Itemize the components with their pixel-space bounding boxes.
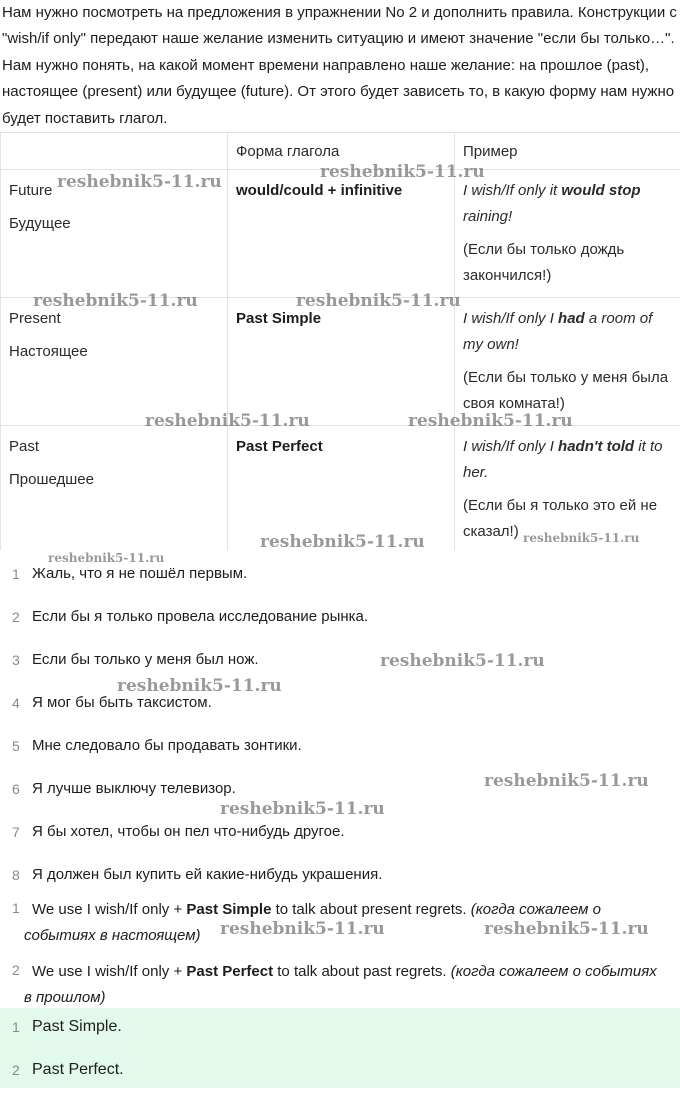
watermark: reshebnik5-11.ru bbox=[220, 799, 385, 819]
form-cell bbox=[228, 426, 455, 551]
list-item: 1 Жаль, что я не пошёл первым. bbox=[12, 565, 248, 582]
example-sentence: I wish/If only I had a room of my own! bbox=[463, 310, 653, 353]
header-cell-form: Форма глагола bbox=[228, 133, 455, 170]
watermark: reshebnik5-11.ru bbox=[523, 531, 640, 545]
list-item: 6 Я лучше выключу телевизор. bbox=[12, 780, 236, 797]
list-item: 8 Я должен был купить ей какие-нибудь украшения. bbox=[12, 866, 383, 883]
table-row-future bbox=[1, 170, 680, 298]
watermark: reshebnik5-11.ru bbox=[145, 411, 310, 431]
header-cell-example: Пример bbox=[455, 133, 680, 170]
answer-item: 2 Past Perfect. bbox=[12, 1061, 124, 1078]
watermark: reshebnik5-11.ru bbox=[48, 551, 165, 565]
time-cell bbox=[1, 170, 228, 298]
time-en: Future bbox=[9, 182, 53, 199]
form-cell bbox=[228, 170, 455, 298]
watermark: reshebnik5-11.ru bbox=[484, 919, 649, 939]
time-cell bbox=[1, 298, 228, 426]
answer-item: 1 Past Simple. bbox=[12, 1018, 122, 1035]
time-en: Past bbox=[9, 438, 40, 455]
watermark: reshebnik5-11.ru bbox=[260, 532, 425, 552]
watermark: reshebnik5-11.ru bbox=[220, 919, 385, 939]
verb-form: Past Perfect bbox=[236, 438, 323, 455]
example-sentence: I wish/If only it would stop raining! bbox=[463, 182, 641, 225]
watermark: reshebnik5-11.ru bbox=[380, 651, 545, 671]
watermark: reshebnik5-11.ru bbox=[296, 291, 461, 311]
table-row-present bbox=[1, 298, 680, 426]
watermark: reshebnik5-11.ru bbox=[408, 411, 573, 431]
time-en: Present bbox=[9, 310, 61, 327]
answers-block bbox=[0, 1008, 680, 1088]
example-translation: (Если бы только у меня была своя комната!) bbox=[463, 369, 669, 412]
watermark: reshebnik5-11.ru bbox=[33, 291, 198, 311]
watermark: reshebnik5-11.ru bbox=[57, 172, 222, 192]
rule-item: 1 We use I wish/If only + Past Simple to talk about present regrets. (когда сожалеем о событиях в настоящем) bbox=[12, 900, 601, 944]
verb-form: would/could + infinitive bbox=[236, 182, 403, 199]
list-item: 3 Если бы только у меня был нож. bbox=[12, 651, 259, 668]
example-cell bbox=[455, 170, 680, 298]
verb-form: Past Simple bbox=[236, 310, 322, 327]
watermark: reshebnik5-11.ru bbox=[117, 676, 282, 696]
example-cell bbox=[455, 426, 680, 551]
table-row-past bbox=[1, 426, 680, 551]
example-translation: (Если бы только дождь закончился!) bbox=[463, 241, 625, 284]
list-item: 5 Мне следовало бы продавать зонтики. bbox=[12, 737, 302, 754]
watermark: reshebnik5-11.ru bbox=[320, 162, 485, 182]
form-cell bbox=[228, 298, 455, 426]
header-cell-time bbox=[1, 133, 228, 170]
list-item: 7 Я бы хотел, чтобы он пел что-нибудь другое. bbox=[12, 823, 345, 840]
time-ru: Настоящее bbox=[9, 343, 88, 360]
example-translation: (Если бы я только это ей не сказал!) bbox=[463, 497, 658, 540]
list-item: 4 Я мог бы быть таксистом. bbox=[12, 694, 212, 711]
example-sentence: I wish/If only I hadn't told it to her. bbox=[463, 438, 663, 481]
time-cell bbox=[1, 426, 228, 551]
watermark: reshebnik5-11.ru bbox=[484, 771, 649, 791]
time-ru: Будущее bbox=[9, 215, 71, 232]
time-ru: Прошедшее bbox=[9, 471, 94, 488]
rule-item: 2 We use I wish/If only + Past Perfect to talk about past regrets. (когда сожалеем о событиях в прошлом) bbox=[12, 962, 657, 1006]
example-cell bbox=[455, 298, 680, 426]
list-item: 2 Если бы я только провела исследование рынка. bbox=[12, 608, 369, 625]
wish-rules-table bbox=[0, 132, 680, 550]
intro-paragraph: Нам нужно посмотреть на предложения в упражнении No 2 и дополнить правила. Конструкции с "wish/if only" передают наше желание изменить ситуацию и имеют значение "если бы только…". Нам нужно понять, на какой момент времени направлено наше желание: на прошлое (past), настоящее (present) или будущее (future). От этого будет зависеть то, в какую форму нам нужно будет поставить глагол. bbox=[2, 4, 677, 127]
table-header-row bbox=[1, 133, 680, 170]
